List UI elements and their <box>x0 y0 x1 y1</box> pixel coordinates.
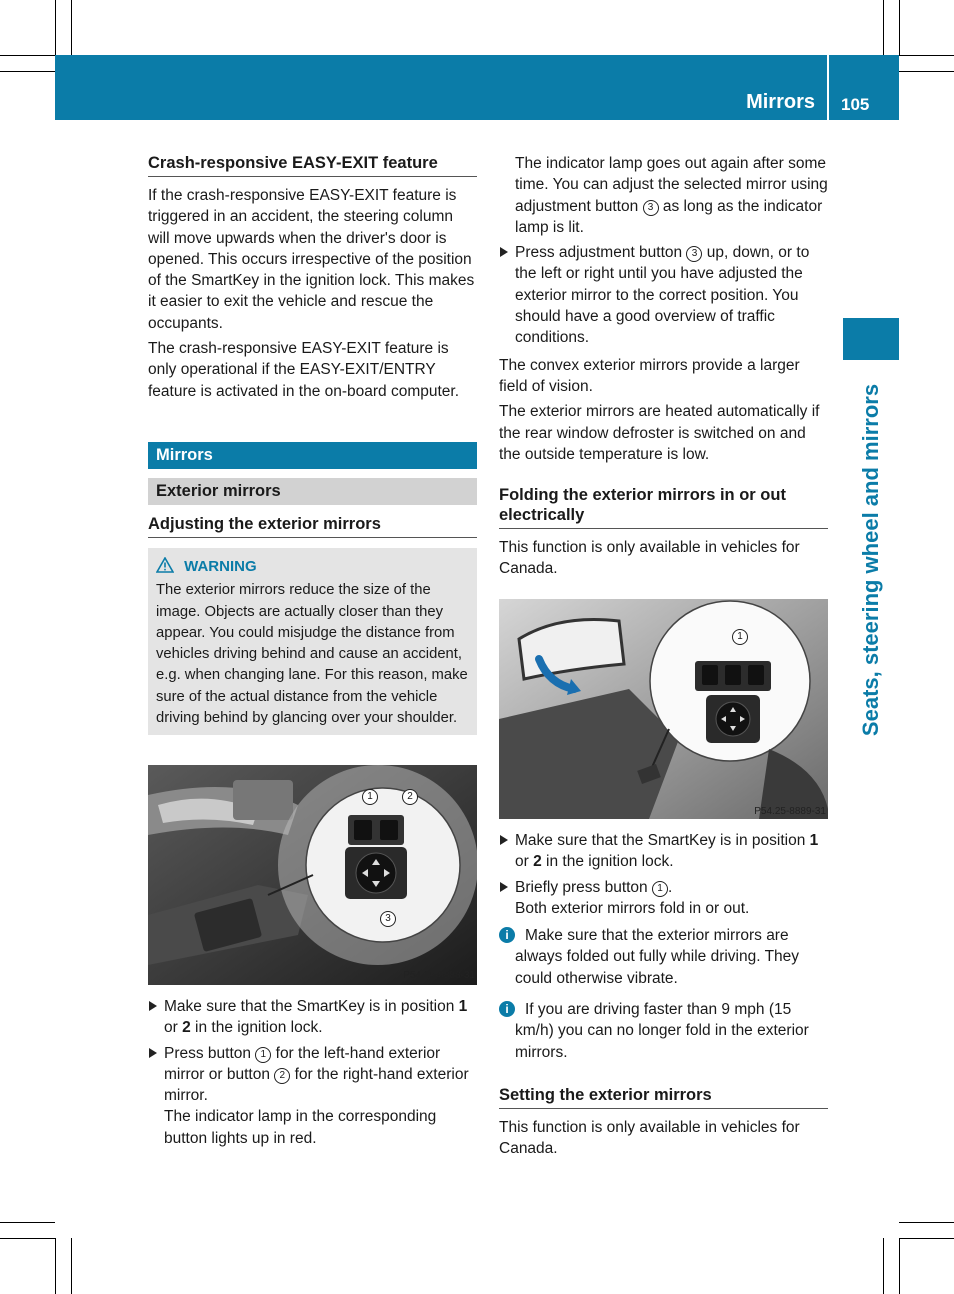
step-result: The indicator lamp in the corresponding button lights up in red. <box>164 1108 437 1147</box>
info-icon: i <box>499 927 515 943</box>
paragraph: This function is only available in vehicles for Canada. <box>499 539 800 578</box>
door-panel-illustration <box>148 765 477 985</box>
right-column-steps <box>499 830 828 1160</box>
setting-heading: Setting the exterior mirrors <box>499 1085 828 1109</box>
crop-mark <box>883 1238 884 1294</box>
button-ref: 3 <box>643 200 659 216</box>
section-title: Mirrors <box>746 91 815 113</box>
instruction-step: Make sure that the SmartKey is in position 1 or 2 in the ignition lock. <box>148 996 477 1039</box>
warning-box <box>148 548 477 735</box>
paragraph: The exterior mirrors are heated automatically if the rear window defroster is switched on and the outside temperature is low. <box>499 403 820 463</box>
crop-mark <box>899 0 900 55</box>
exterior-mirrors-bar: Exterior mirrors <box>148 478 477 505</box>
button-ref: 1 <box>652 881 668 897</box>
crop-mark <box>55 1238 56 1294</box>
crop-mark <box>0 1238 55 1239</box>
paragraph: This function is only available in vehicles for Canada. <box>499 1118 800 1158</box>
crop-mark <box>899 71 954 72</box>
step-arrow-icon <box>149 1048 157 1058</box>
crop-mark <box>71 1238 72 1294</box>
mirrors-section-bar: Mirrors <box>148 442 477 469</box>
easy-exit-heading: Crash-responsive EASY-EXIT feature <box>148 153 477 177</box>
button-ref: 1 <box>255 1047 271 1063</box>
step-arrow-icon <box>500 247 508 257</box>
callout-2: 2 <box>402 789 418 805</box>
mirror-fold-photo <box>499 599 828 819</box>
instruction-step: Press button 1 for the left-hand exterior mirror or button 2 for the right-hand exterior mirror. The indicator lamp in the corresponding button lights up in red. <box>148 1043 477 1149</box>
crop-mark <box>899 1238 954 1239</box>
instruction-step: Make sure that the SmartKey is in position 1 or 2 in the ignition lock. <box>499 830 828 873</box>
paragraph: The convex exterior mirrors provide a larger field of vision. <box>499 356 800 395</box>
info-note: i If you are driving faster than 9 mph (15 km/h) you can no longer fold in the exterior mirrors. <box>499 999 828 1063</box>
button-ref: 2 <box>274 1068 290 1084</box>
callout-3: 3 <box>380 911 396 927</box>
info-icon: i <box>499 1001 515 1017</box>
crop-mark <box>0 71 55 72</box>
image-code: P54.25-8889-31 <box>754 806 826 817</box>
chapter-tab <box>843 318 899 360</box>
step-arrow-icon <box>500 835 508 845</box>
right-column <box>499 153 828 580</box>
paragraph: If the crash-responsive EASY-EXIT feature is triggered in an accident, the steering column will move upwards when the driver's door is opened. This occurs irrespective of the position of the SmartKey in the ignition lock. This makes it easier to exit the vehicle and rescue the occupants. <box>148 187 475 332</box>
info-note: i Make sure that the exterior mirrors are always folded out fully while driving. They could otherwise vibrate. <box>499 925 828 989</box>
warning-triangle-icon <box>156 557 174 573</box>
left-column-steps <box>148 996 477 1149</box>
crop-mark <box>0 1222 55 1223</box>
instruction-step: Press adjustment button 3 up, down, or to the left or right until you have adjusted the exterior mirror to the correct position. You should have a good overview of traffic conditions. <box>499 242 828 348</box>
page-header <box>55 55 899 120</box>
header-divider <box>827 55 829 120</box>
adjusting-heading: Adjusting the exterior mirrors <box>148 514 477 538</box>
page-number: 105 <box>841 95 870 114</box>
callout-1: 1 <box>362 789 378 805</box>
warning-text: The exterior mirrors reduce the size of the image. Objects are actually closer than they appear. You could misjudge the distance from vehicles driving behind and cause an accident, e.g. when changing lane. For this reason, make sure of the actual distance from the vehicle driving behind by glancing over your shoulder. <box>156 582 468 727</box>
paragraph: The crash-responsive EASY-EXIT feature is only operational if the EASY-EXIT/ENTRY feature is activated in the on-board computer. <box>148 340 460 400</box>
mirror-fold-illustration <box>499 599 828 819</box>
chapter-title: Seats, steering wheel and mirrors <box>858 383 883 737</box>
crop-mark <box>883 0 884 55</box>
crop-mark <box>0 55 55 56</box>
warning-header <box>156 556 469 578</box>
crop-mark <box>899 1238 900 1294</box>
crop-mark <box>71 0 72 55</box>
crop-mark <box>899 55 954 56</box>
warning-title: WARNING <box>184 557 257 575</box>
step-result: Both exterior mirrors fold in or out. <box>515 899 750 917</box>
button-ref: 3 <box>686 246 702 262</box>
crop-mark <box>55 0 56 55</box>
step-arrow-icon <box>149 1001 157 1011</box>
paragraph: The indicator lamp goes out again after some time. You can adjust the selected mirror using adjustment button 3 as long as the indicator lamp is lit. <box>515 155 828 236</box>
folding-heading: Folding the exterior mirrors in or out electrically <box>499 485 828 529</box>
callout-1: 1 <box>732 629 748 645</box>
step-arrow-icon <box>500 882 508 892</box>
door-panel-photo <box>148 765 477 985</box>
crop-mark <box>899 1222 954 1223</box>
left-column <box>148 153 477 735</box>
instruction-step: Briefly press button 1 . Both exterior mirrors fold in or out. <box>499 877 828 920</box>
image-code: P54.25-8888-31 <box>403 970 475 981</box>
